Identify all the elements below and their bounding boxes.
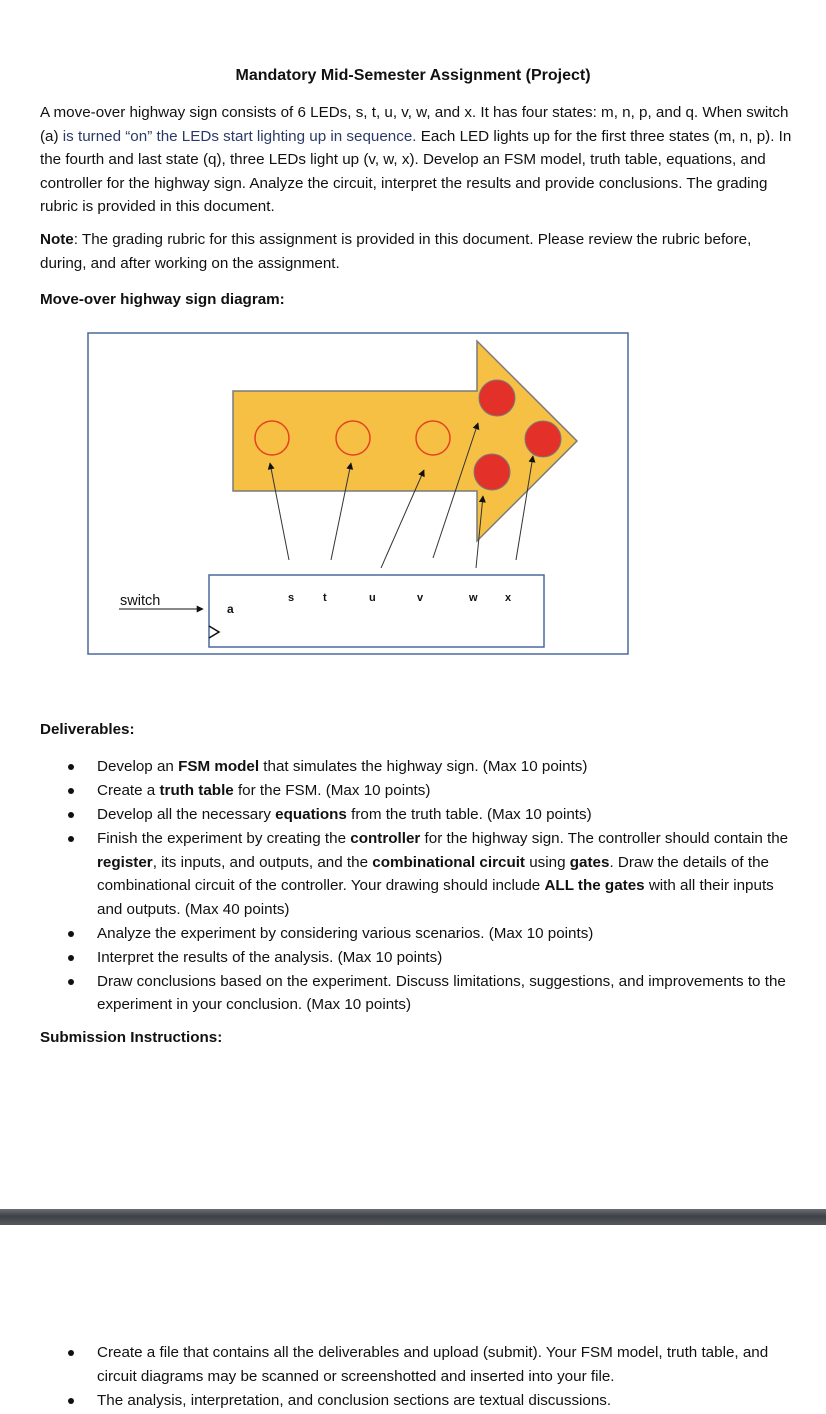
deliverables-text: controller <box>350 830 421 847</box>
output-label-s: s <box>288 592 295 604</box>
bullet-icon <box>68 955 74 961</box>
diagram-heading: Move-over highway sign diagram: <box>40 291 285 308</box>
intro-text-3: Each LED lights up for the first three states (m, n, p). In the fourth and last state (q), three LEDs light up (v, w, x). Develop an FSM model, truth table, equations, and controller for the highway sign. Analyze the circuit, interpret the results and provide conclusions. The grading rubric is provided in this document. <box>40 127 792 215</box>
page-title: Mandatory Mid-Semester Assignment (Project) <box>235 67 591 84</box>
output-label-t: t <box>323 592 327 604</box>
deliverables-item <box>40 755 792 779</box>
deliverables-text: , its inputs, and outputs, and the <box>152 853 373 871</box>
deliverables-text: FSM model <box>178 758 260 775</box>
deliverables-list <box>40 755 792 1017</box>
submission-item <box>40 1341 792 1388</box>
bullet-icon <box>68 764 74 770</box>
output-label-w: w <box>469 592 478 604</box>
intro-text-1: A move-over highway sign consists of 6 LEDs, s, t, u, v, w, and x. It has four states: m, n, p, and q. When switch (a) <box>40 104 789 145</box>
deliverables-text: Create a <box>97 782 160 799</box>
deliverables-text: . Draw the details of the combinational circuit of the controller. Your drawing should include <box>97 853 769 894</box>
submission-text: Create a file that contains all the deliverables and upload (submit). Your FSM model, truth table, and circuit diagrams may be scanned or screenshotted and inserted into your file. <box>97 1344 769 1385</box>
bullet-icon <box>68 812 74 818</box>
deliverables-item <box>40 779 792 803</box>
deliverables-text: register <box>97 853 153 871</box>
deliverables-text: Analyze the experiment by considering various scenarios. (Max 10 points) <box>97 924 594 942</box>
intro-text-2: is turned “on” the LEDs start lighting up in sequence. <box>62 127 417 145</box>
page-divider <box>0 1209 826 1225</box>
deliverables-item <box>40 803 792 827</box>
submission-text: The analysis, interpretation, and conclusion sections are textual discussions. <box>97 1391 612 1409</box>
deliverables-text: from the truth table. (Max 10 points) <box>346 806 592 823</box>
bullet-icon <box>68 979 74 985</box>
bullet-icon <box>68 931 74 937</box>
deliverables-item <box>40 827 792 921</box>
deliverables-text: Interpret the results of the analysis. (Max 10 points) <box>97 948 443 966</box>
deliverables-item <box>40 946 792 970</box>
output-label-u: u <box>369 592 376 604</box>
bullet-icon <box>68 788 74 794</box>
bullet-icon <box>68 1398 74 1404</box>
led-x <box>525 421 561 457</box>
submission-list <box>40 1341 792 1413</box>
deliverables-item <box>40 922 792 946</box>
output-label-v: v <box>417 592 424 604</box>
note-text: : The grading rubric for this assignment is provided in this document. Please review the rubric before, during, and after working on the assignment. <box>40 231 752 272</box>
submission-heading: Submission Instructions: <box>40 1029 223 1046</box>
deliverables-text: truth table <box>159 782 234 799</box>
controller-box <box>209 575 544 647</box>
led-w <box>474 454 510 490</box>
deliverables-text: that simulates the highway sign. (Max 10 points) <box>259 758 588 775</box>
deliverables-text: for the FSM. (Max 10 points) <box>233 782 431 799</box>
deliverables-text: Develop all the necessary <box>97 806 276 823</box>
note-label: Note <box>40 231 74 248</box>
deliverables-text: combinational circuit <box>372 853 525 871</box>
deliverables-text: Finish the experiment by creating the <box>97 830 351 847</box>
led-v <box>479 380 515 416</box>
input-label-a: a <box>227 602 234 616</box>
deliverables-item <box>40 970 792 1017</box>
bullet-icon <box>68 1350 74 1356</box>
deliverables-text: gates <box>569 853 610 871</box>
deliverables-text: ALL the gates <box>544 877 645 894</box>
output-label-x: x <box>505 592 512 604</box>
submission-item <box>40 1389 792 1413</box>
bullet-icon <box>68 836 74 842</box>
deliverables-text: equations <box>275 806 347 823</box>
deliverables-text: for the highway sign. The controller should contain the <box>420 830 789 847</box>
switch-label: switch <box>120 593 161 609</box>
deliverables-text: Develop an <box>97 758 179 775</box>
highway-sign-diagram <box>0 0 826 680</box>
deliverables-heading: Deliverables: <box>40 721 135 738</box>
deliverables-text: using <box>525 853 570 871</box>
deliverables-text: Draw conclusions based on the experiment. Discuss limitations, suggestions, and improvements to the experiment in your conclusion. (Max 10 points) <box>97 972 786 1013</box>
deliverables-text: with all their inputs and outputs. (Max 40 points) <box>97 877 774 918</box>
